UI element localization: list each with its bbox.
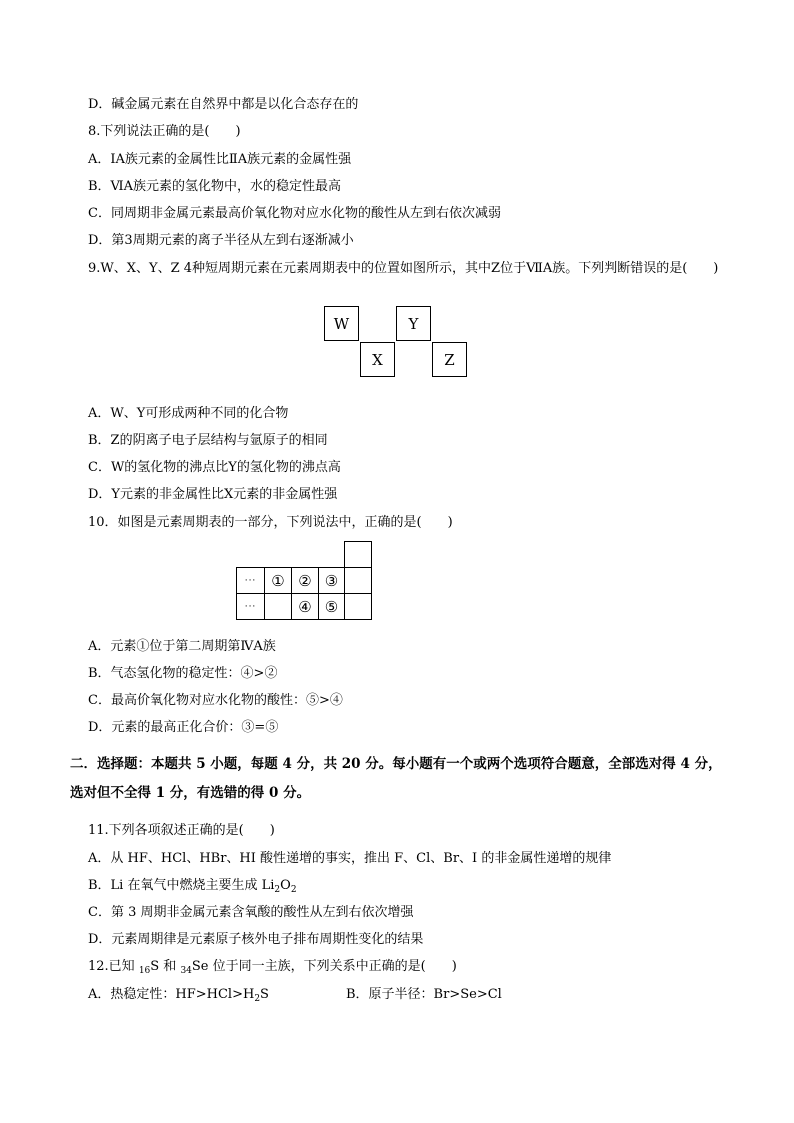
- q10-cell-1: ①: [264, 567, 292, 594]
- q10-cell-2: ②: [291, 567, 319, 594]
- q8-option-b: B．ⅥA族元素的氢化物中，水的稳定性最高: [88, 179, 342, 194]
- q12-stem: [88, 958, 457, 977]
- q11-option-b: [88, 877, 297, 895]
- q11-stem: 11.下列各项叙述正确的是( ): [88, 823, 275, 838]
- q10-row2-dots: ···: [236, 593, 265, 620]
- q10-stem: 10．如图是元素周期表的一部分，下列说法中，正确的是( ): [88, 515, 453, 530]
- q12-option-a-tail: S: [260, 987, 269, 1002]
- q12-stem-c: Se 位于同一主族，下列关系中正确的是( ): [191, 959, 457, 974]
- q9-stem: 9.W、X、Y、Z 4种短周期元素在元素周期表中的位置如图所示，其中Z位于ⅦA族。下列判断错误的是( ): [88, 261, 719, 276]
- q8-stem: 8.下列说法正确的是( ): [88, 124, 241, 139]
- q10-option-c: C．最高价氧化物对应水化物的酸性：⑤>④: [88, 693, 343, 708]
- q10-cell-top: [344, 541, 372, 568]
- q10-option-b: B．气态氢化物的稳定性：④>②: [88, 666, 278, 681]
- q12-option-a: [88, 986, 269, 1004]
- q10-cell-r2-empty: [264, 593, 292, 620]
- q9-cell-w: W: [324, 306, 359, 341]
- q11-option-b-o: O: [280, 878, 291, 893]
- q9-option-c: C．W的氢化物的沸点比Y的氢化物的沸点高: [88, 460, 341, 475]
- q12-option-b: B．原子半径：Br>Se>Cl: [346, 987, 502, 1002]
- q10-cell-3: ③: [318, 567, 345, 594]
- q12-atomic-number-s: 16: [138, 966, 151, 976]
- q8-option-a: A．ⅠA族元素的金属性比ⅡA族元素的金属性强: [88, 152, 352, 167]
- q11-option-b-sub1: 2: [274, 885, 281, 895]
- q12-option-a-sub: 2: [254, 994, 261, 1004]
- q8-option-c: C．同周期非金属元素最高价氧化物对应水化物的酸性从左到右依次减弱: [88, 206, 501, 221]
- q9-cell-y: Y: [396, 306, 431, 341]
- q7-option-d: D．碱金属元素在自然界中都是以化合态存在的: [88, 97, 359, 112]
- q9-cell-z: Z: [432, 342, 467, 377]
- q11-option-a: A．从 HF、HCl、HBr、HI 酸性递增的事实，推出 F、Cl、Br、I 的非金属性递增的规律: [88, 851, 612, 866]
- q12-option-a-text: A．热稳定性：HF>HCl>H: [88, 987, 255, 1002]
- q10-cell-4: ④: [291, 593, 319, 620]
- q12-atomic-number-se: 34: [180, 966, 192, 976]
- q9-option-a: A．W、Y可形成两种不同的化合物: [88, 406, 289, 421]
- q8-option-d: D．第3周期元素的离子半径从左到右逐渐减小: [88, 233, 354, 248]
- q10-cell-r2-last: [344, 593, 372, 620]
- q9-option-d: D．Y元素的非金属性比X元素的非金属性强: [88, 487, 338, 502]
- q11-option-d: D．元素周期律是元素原子核外电子排布周期性变化的结果: [88, 932, 424, 947]
- q10-option-d: D．元素的最高正化合价：③=⑤: [88, 720, 279, 735]
- q11-option-b-text: B．Li 在氧气中燃烧主要生成 Li: [88, 878, 275, 893]
- q10-cell-r1-last: [344, 567, 372, 594]
- q12-stem-a: 12.已知: [88, 959, 139, 974]
- q11-option-b-sub2: 2: [290, 885, 297, 895]
- section2-heading-line2: 选对但不全得 1 分，有选错的得 0 分。: [70, 785, 311, 801]
- q10-cell-5: ⑤: [318, 593, 345, 620]
- q11-option-c: C．第 3 周期非金属元素含氧酸的酸性从左到右依次增强: [88, 905, 414, 920]
- section2-heading-line1: 二．选择题：本题共 5 小题，每题 4 分，共 20 分。每小题有一个或两个选项符合题意，全部选对得 4 分，: [70, 756, 722, 772]
- q9-option-b: B．Z的阴离子电子层结构与氩原子的相同: [88, 433, 328, 448]
- q10-row1-dots: ···: [236, 567, 265, 594]
- q12-stem-b: S 和: [150, 959, 181, 974]
- q10-option-a: A．元素①位于第二周期第ⅣA族: [88, 639, 276, 654]
- q9-cell-x: X: [360, 342, 395, 377]
